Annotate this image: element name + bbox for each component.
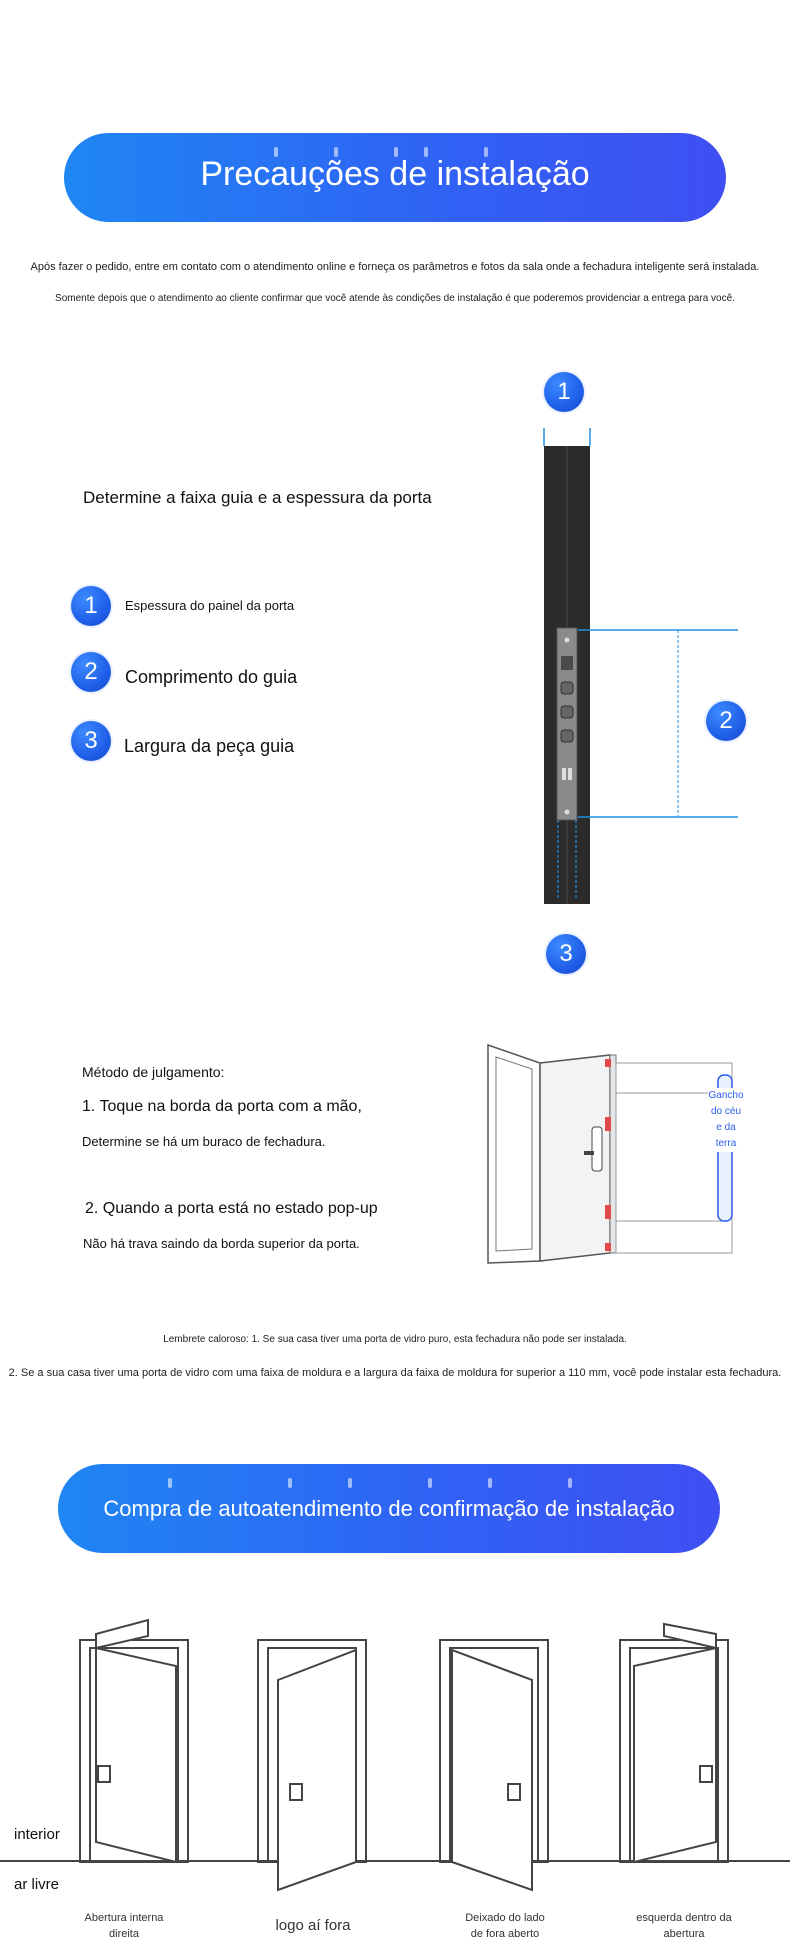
method-step-2-detail: Não há trava saindo da borda superior da porta. — [83, 1236, 360, 1251]
door-label-3: Deixado do lado de fora aberto — [465, 1912, 545, 1940]
method-step-2: 2. Quando a porta está no estado pop-up — [85, 1200, 378, 1217]
diagram-badge-1: 1 — [544, 372, 584, 412]
guide-item-label-2: Comprimento do guia — [125, 667, 298, 687]
method-step-1-detail: Determine se há um buraco de fechadura. — [82, 1134, 326, 1149]
banner-decoration-2 — [58, 1478, 720, 1488]
intro-line-2: Somente depois que o atendimento ao cliente confirmar que você atende às condições de instalação é que poderemos providenciar a entrega para você. — [55, 293, 735, 304]
method-heading: Método de julgamento: — [82, 1064, 225, 1080]
method-step-1: 1. Toque na borda da porta com a mão, — [82, 1098, 362, 1115]
open-door-illustration — [480, 1035, 750, 1270]
hook-label: Gancho do céu e da terra — [708, 1088, 744, 1152]
number-badge-2: 2 — [71, 652, 111, 692]
diagram-badge-3: 3 — [546, 934, 586, 974]
diagram-badge-2: 2 — [706, 701, 746, 741]
side-label-inside: interior — [14, 1826, 60, 1843]
section-title: Precauções de instalação — [200, 155, 590, 193]
section-2-title: Compra de autoatendimento de confirmação de instalação — [103, 1496, 675, 1521]
door-types-illustration — [0, 1600, 790, 1900]
reminder-line-2: 2. Se a sua casa tiver uma porta de vidro com uma faixa de moldura e a largura da faixa de moldura for superior a 110 mm, você pode instalar esta fechadura. — [8, 1367, 782, 1379]
guide-item-label-3: Largura da peça guia — [124, 736, 295, 756]
side-label-outside: ar livre — [14, 1876, 60, 1893]
reminder-line-1: Lembrete caloroso: 1. Se sua casa tiver uma porta de vidro puro, esta fechadura não pode ser instalada. — [163, 1334, 627, 1345]
door-label-2: logo aí fora — [275, 1917, 351, 1934]
number-badge-3: 3 — [71, 721, 111, 761]
door-edge-diagram — [520, 420, 790, 910]
section-banner-confirmation — [58, 1464, 720, 1553]
door-label-1: Abertura interna direita — [84, 1912, 164, 1940]
door-label-4: esquerda dentro da abertura — [636, 1912, 732, 1940]
section-banner-precautions — [64, 133, 726, 222]
number-badge-1: 1 — [71, 586, 111, 626]
guide-heading: Determine a faixa guia e a espessura da porta — [83, 488, 432, 507]
guide-item-label-1: Espessura do painel da porta — [125, 598, 295, 613]
intro-line-1: Após fazer o pedido, entre em contato com o atendimento online e forneça os parâmetros e fotos da sala onde a fechadura inteligente será instalada. — [30, 261, 760, 273]
